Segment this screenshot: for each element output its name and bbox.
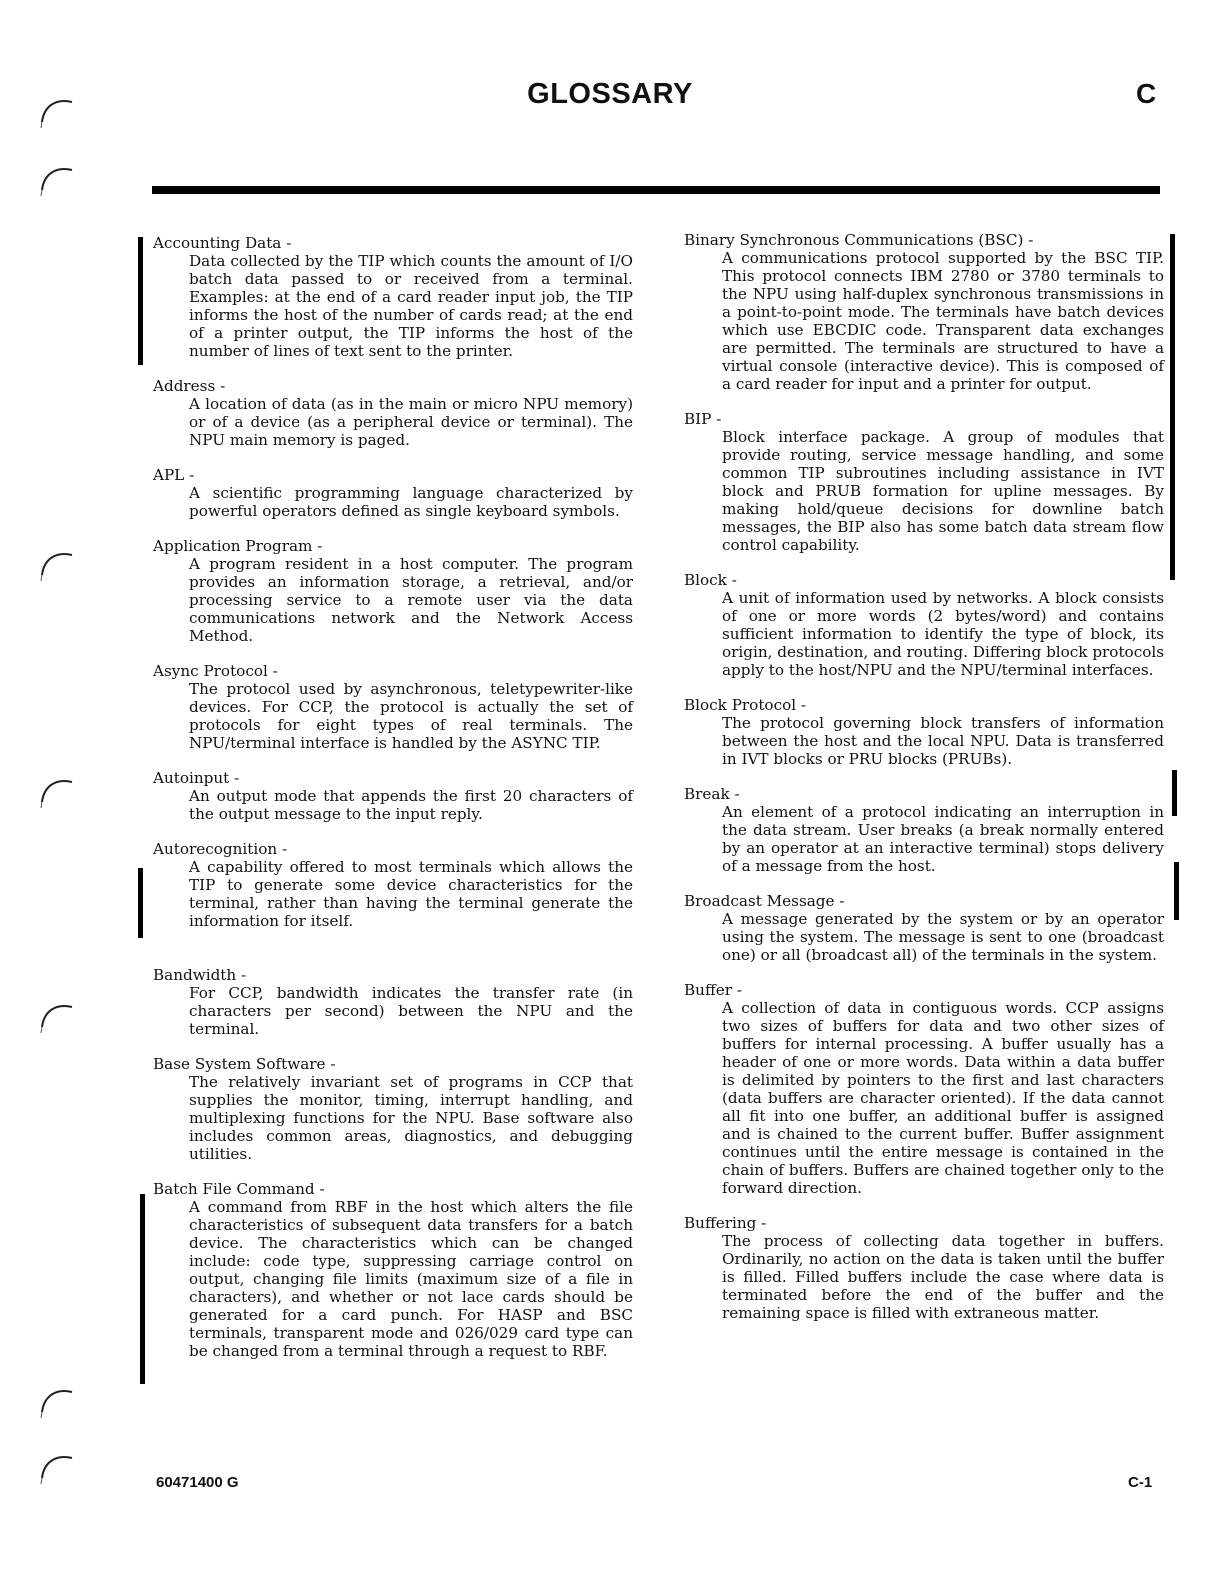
glossary-term: Autoinput -: [153, 769, 240, 787]
glossary-term: Binary Synchronous Communications (BSC) -: [684, 231, 1034, 249]
change-bar: [1172, 770, 1177, 816]
glossary-entry: [684, 231, 1164, 393]
glossary-term: Block -: [684, 571, 737, 589]
glossary-right-column: [684, 231, 1164, 1339]
glossary-term: Broadcast Message -: [684, 892, 845, 910]
glossary-term: BIP -: [684, 410, 722, 428]
binding-hole-mark: [36, 545, 76, 585]
glossary-definition: For CCP, bandwidth indicates the transfer rate (in characters per second) between the NPU and the terminal.: [189, 984, 633, 1038]
glossary-definition: A location of data (as in the main or micro NPU memory) or of a device (as a peripheral device or terminal). The NPU main memory is paged.: [189, 395, 633, 449]
glossary-left-column: [153, 234, 633, 1377]
glossary-term: Buffering -: [684, 1214, 767, 1232]
glossary-term: Break -: [684, 785, 740, 803]
glossary-term: Autorecognition -: [153, 840, 288, 858]
glossary-entry: [153, 234, 633, 360]
glossary-definition: A scientific programming language characterized by powerful operators defined as single keyboard symbols.: [189, 484, 633, 520]
glossary-definition: A command from RBF in the host which alters the file characteristics of subsequent data transfers for a batch device. The characteristics which can be changed include: code type, suppressing carriage control on output, changing file limits (maximum size of a file in characters), and whether or not lace cards should be generated for a card punch. For HASP and BSC terminals, transparent mode and 026/029 card type can be changed from a terminal through a request to RBF.: [189, 1198, 633, 1360]
glossary-term: Async Protocol -: [153, 662, 278, 680]
glossary-entry: [684, 981, 1164, 1197]
glossary-term: Base System Software -: [153, 1055, 336, 1073]
glossary-definition: The protocol governing block transfers of information between the host and the local NPU. Data is transferred in IVT blocks or PRU blocks (PRUBs).: [722, 714, 1164, 768]
glossary-definition: The process of collecting data together in buffers. Ordinarily, no action on the data is taken until the buffer is filled. Filled buffers include the case where data is terminated before the end of the buffer and the remaining space is filled with extraneous matter.: [722, 1232, 1164, 1322]
change-bar: [138, 237, 143, 365]
glossary-entry: [153, 466, 633, 520]
glossary-entry: [684, 571, 1164, 679]
glossary-entry: [153, 769, 633, 823]
appendix-letter: C: [1136, 78, 1157, 109]
header-rule: [152, 186, 1160, 194]
page-title: GLOSSARY: [527, 78, 693, 110]
glossary-entry: [153, 1055, 633, 1163]
binding-hole-mark: [36, 160, 76, 200]
glossary-term: APL -: [153, 466, 195, 484]
glossary-term: Application Program -: [153, 537, 323, 555]
glossary-term: Batch File Command -: [153, 1180, 325, 1198]
glossary-entry: [684, 785, 1164, 875]
glossary-term: Buffer -: [684, 981, 742, 999]
glossary-entry: [684, 696, 1164, 768]
glossary-definition: A collection of data in contiguous words. CCP assigns two sizes of buffers for data and two other sizes of buffers for internal processing. A buffer usually has a header of one or more words. Data within a data buffer is delimited by pointers to the first and last characters (data buffers are character oriented). If the data cannot all fit into one buffer, an additional buffer is assigned and is chained to the current buffer. Buffer assignment continues until the entire message is contained in the chain of buffers. Buffers are chained together only to the forward direction.: [722, 999, 1164, 1197]
glossary-definition: An output mode that appends the first 20 characters of the output message to the input reply.: [189, 787, 633, 823]
glossary-entry: [153, 1180, 633, 1360]
glossary-entry: [153, 662, 633, 752]
glossary-definition: A communications protocol supported by the BSC TIP. This protocol connects IBM 2780 or 3780 terminals to the NPU using half-duplex synchronous transmissions in a point-to-point mode. The terminals have batch devices which use EBCDIC code. Transparent data exchanges are permitted. The terminals are structured to have a virtual console (interactive device). This is composed of a card reader for input and a printer for output.: [722, 249, 1164, 393]
glossary-definition: Data collected by the TIP which counts the amount of I/O batch data passed to or received from a terminal. Examples: at the end of a card reader input job, the TIP informs the host of the number of cards read; at the end of a printer output, the TIP informs the host of the number of lines of text sent to the printer.: [189, 252, 633, 360]
binding-hole-mark: [36, 1382, 76, 1422]
glossary-entry: [153, 377, 633, 449]
binding-hole-mark: [36, 997, 76, 1037]
glossary-term: Bandwidth -: [153, 966, 247, 984]
glossary-entry: [153, 966, 633, 1038]
document-number: 60471400 G: [156, 1474, 239, 1491]
change-bar: [140, 1194, 145, 1384]
glossary-definition: The protocol used by asynchronous, teletypewriter-like devices. For CCP, the protocol is actually the set of protocols for eight types of real terminals. The NPU/terminal interface is handled by the ASYNC TIP.: [189, 680, 633, 752]
glossary-term: Accounting Data -: [153, 234, 292, 252]
glossary-entry: [684, 1214, 1164, 1322]
change-bar: [1170, 234, 1175, 580]
glossary-term: Block Protocol -: [684, 696, 807, 714]
glossary-entry: [153, 840, 633, 930]
binding-hole-mark: [36, 772, 76, 812]
glossary-entry: [684, 410, 1164, 554]
glossary-definition: Block interface package. A group of modules that provide routing, service message handling, and some common TIP subroutines including assistance in IVT block and PRUB formation for upline messages. By making hold/queue decisions for downline batch messages, the BIP also has some batch data stream flow control capability.: [722, 428, 1164, 554]
change-bar: [138, 868, 143, 938]
glossary-definition: An element of a protocol indicating an interruption in the data stream. User breaks (a break normally entered by an operator at an interactive terminal) stops delivery of a message from the host.: [722, 803, 1164, 875]
glossary-definition: A unit of information used by networks. A block consists of one or more words (2 bytes/word) and contains sufficient information to identify the type of block, its origin, destination, and routing. Differing block protocols apply to the host/NPU and the NPU/terminal interfaces.: [722, 589, 1165, 679]
glossary-definition: The relatively invariant set of programs in CCP that supplies the monitor, timing, interrupt handling, and multiplexing functions for the NPU. Base software also includes common areas, diagnostics, and debugging utilities.: [189, 1073, 633, 1163]
glossary-entry: [684, 892, 1164, 964]
glossary-definition: A message generated by the system or by an operator using the system. The message is sent to one (broadcast one) or all (broadcast all) of the terminals in the system.: [722, 910, 1164, 964]
page-number: C-1: [1128, 1474, 1153, 1491]
glossary-definition: A program resident in a host computer. The program provides an information storage, a retrieval, and/or processing service to a remote user via the data communications network and the Network Access Method.: [189, 555, 633, 645]
binding-hole-mark: [36, 1448, 76, 1488]
glossary-entry: [153, 537, 633, 645]
change-bar: [1174, 862, 1179, 920]
glossary-term: Address -: [153, 377, 226, 395]
glossary-definition: A capability offered to most terminals which allows the TIP to generate some device characteristics for the terminal, rather than having the terminal generate the information for itself.: [189, 858, 633, 930]
